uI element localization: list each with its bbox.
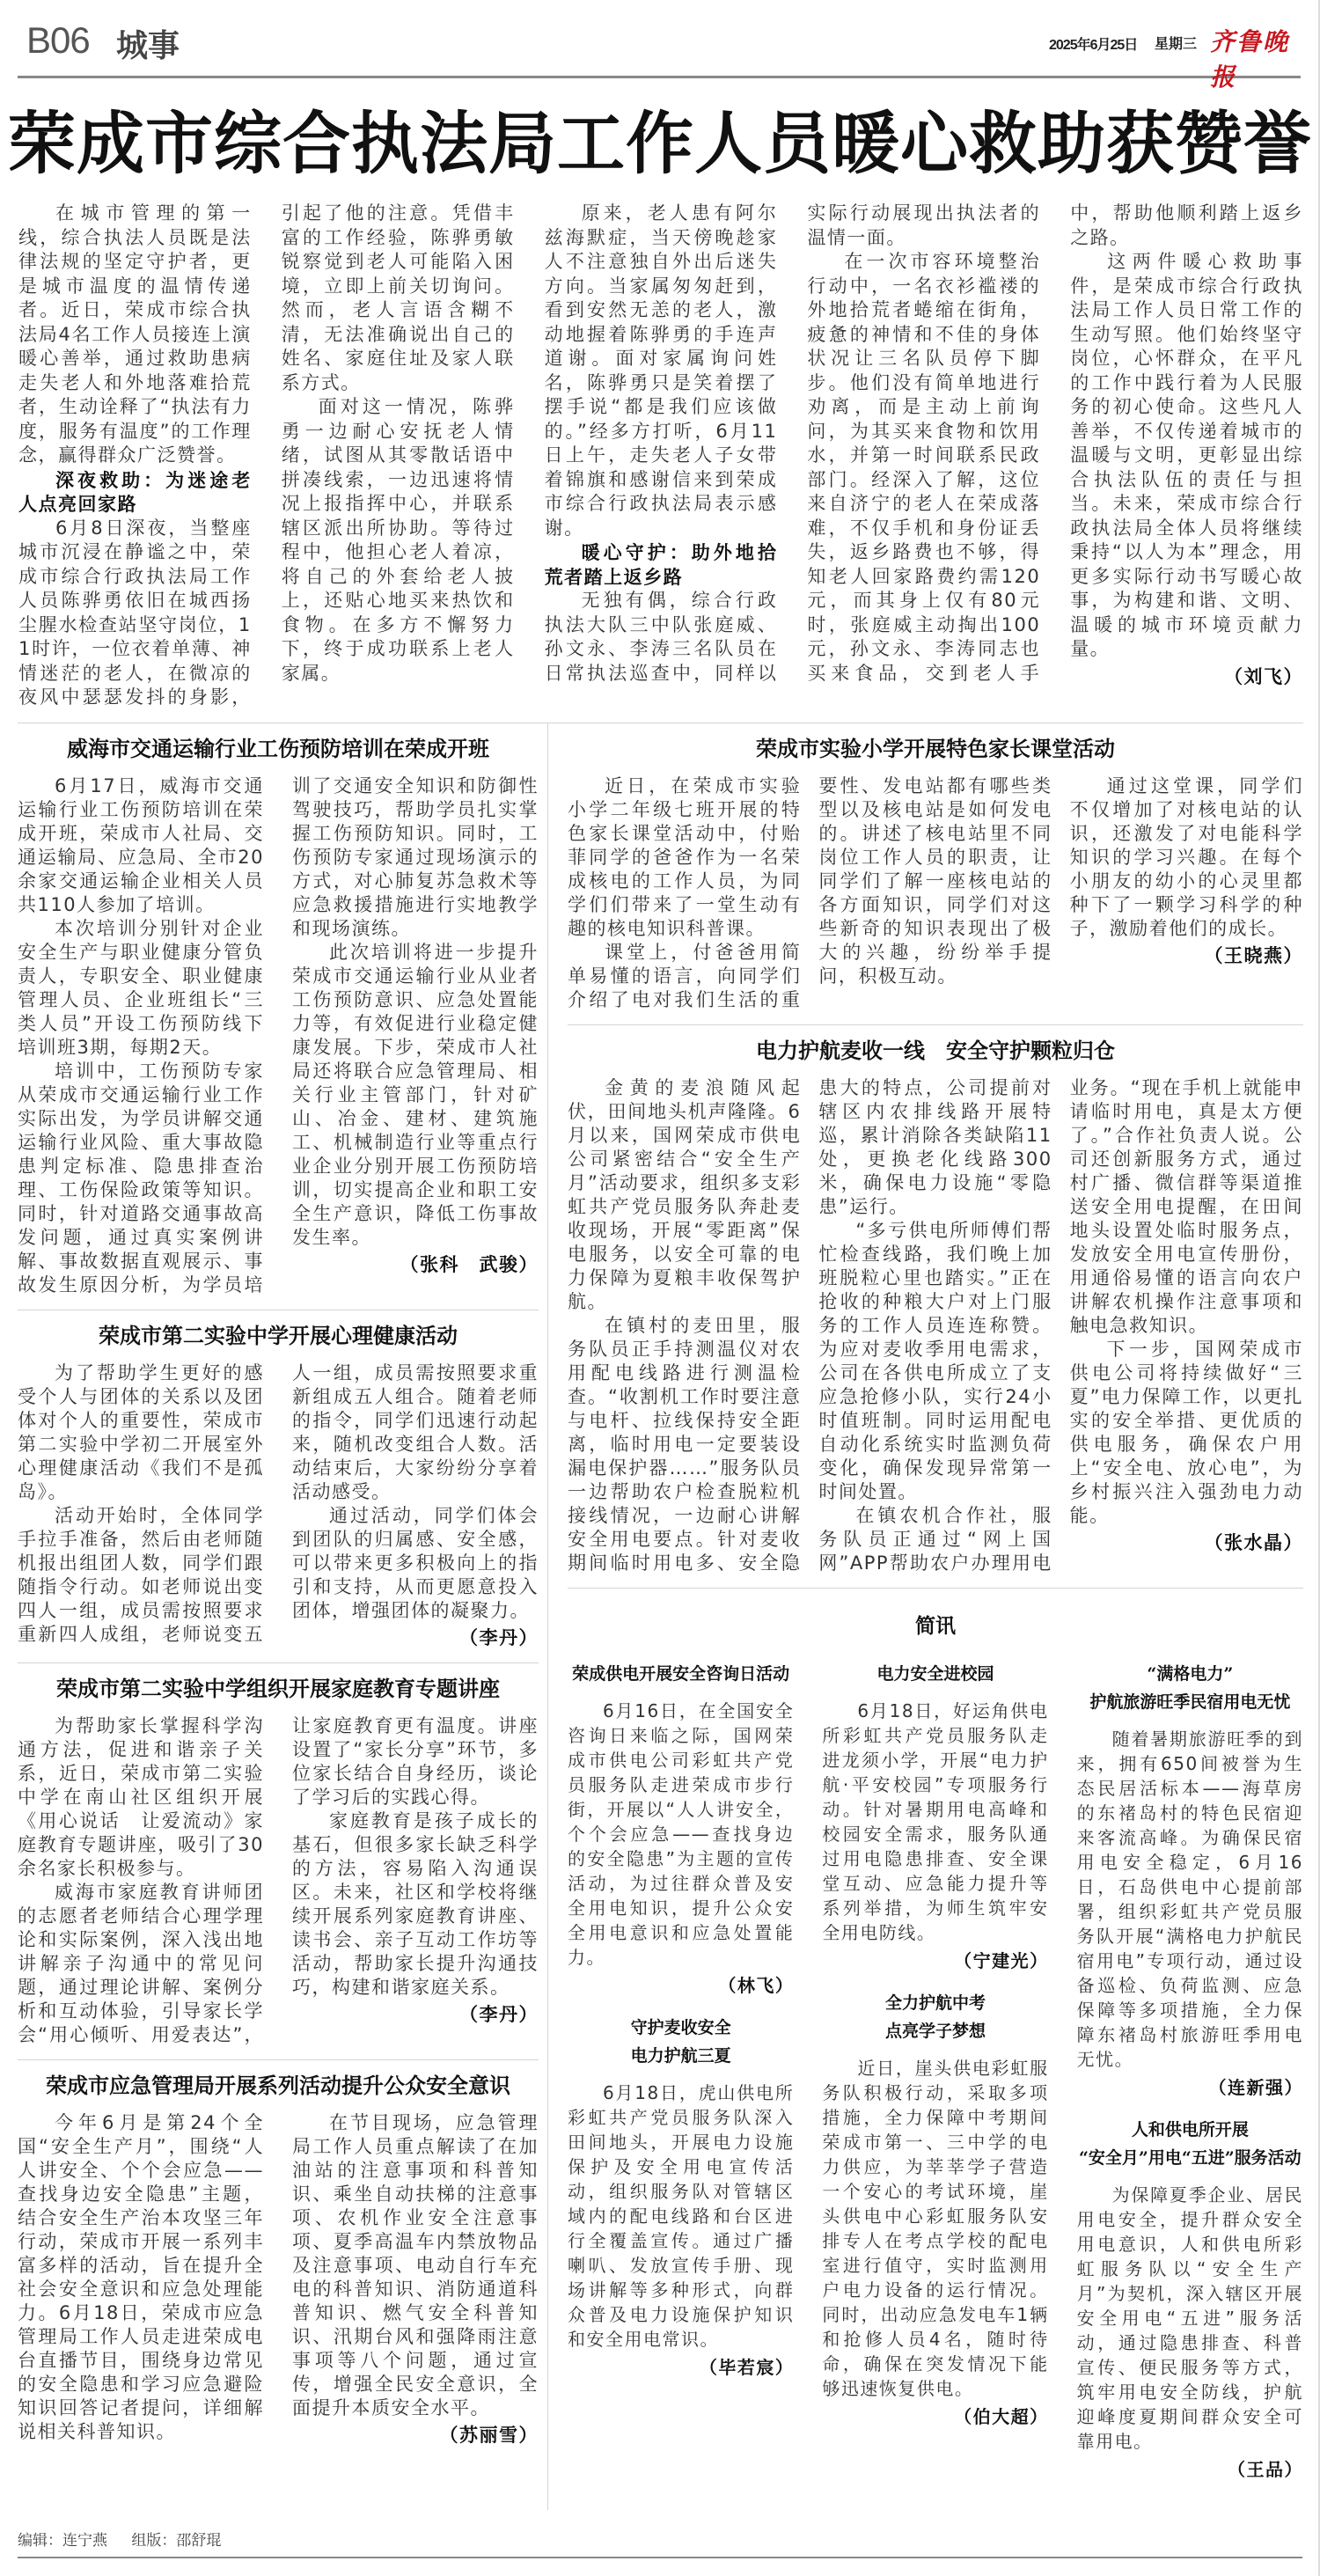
article-body xyxy=(18,1361,539,1650)
paragraph: 面对这一情况，陈骅勇一边耐心安抚老人情绪，试图从其零散话语中拼凑线索，一边迅速将情况上报指挥中心，并联系辖区派出所协助。等待过程中，他担心老人着凉，将自己的外套给老人披上，还贴心地买来热饮和食物。在多方不懈努力下，终于成功联系上老人家属。 xyxy=(281,396,515,684)
main-article-body xyxy=(18,202,1303,710)
byline: （连新强） xyxy=(1208,2076,1303,2098)
lower-section xyxy=(18,723,1303,2510)
article xyxy=(568,723,1303,1025)
brief-kicker: “满格电力” xyxy=(1147,1663,1234,1684)
article-body xyxy=(18,2111,539,2448)
paragraph: 在城市管理的第一线，综合执法人员既是法律法规的坚定守护者，更是城市温度的温情传递者。近日，荣成市综合执法局4名工作人员接连上演暖心善举，通过救助患病走失老人和外地落难拾荒者，生动诠释了“执法有力度，服务有温度”的工作理念，赢得群众广泛赞誉。 xyxy=(18,202,252,466)
paragraph: 6月16日，在全国安全咨询日来临之际，国网荣成市供电公司彩虹共产党员服务队走进荣成市步行街，开展以“人人讲安全，个个会应急——查找身边的安全隐患”为主题的宣传活动，为过往群众普及安全用电知识，提升公众安全用电意识和应急处置能力。 xyxy=(568,1699,795,1968)
masthead xyxy=(18,0,1301,92)
brief-headline: 电力安全进校园 xyxy=(876,1663,994,1684)
paragraph: 这两件暖心救助事件，是荣成市综合行政执法局工作人员日常工作的生动写照。他们始终坚守岗位，心怀群众，在平凡的工作中践行着为人民服务的初心使命。这些凡人善举，不仅传递着城市的温暖与文明，更彰显出综合执法队伍的责任与担当。未来，荣成市综合行政执法局全体人员将继续秉持“以人为本”理念，用更多实际行动书写暖心故事，为构建和谐、文明、温暖的城市环境贡献力量。 xyxy=(1070,251,1303,659)
paragraph: 无独有偶，综合行政执法大队三中队张庭威、孙文永、李涛三名队员在日常执法巡查中，同样以实际行动展现出执法者的温情一面。 xyxy=(544,202,1041,684)
article-headline: 荣成市实验小学开展特色家长课堂活动 xyxy=(756,735,1115,761)
paragraph: 在节目现场，应急管理局工作人员重点解读了在加油站的注意事项和科普知识、乘坐自动扶梯的注意事项、农机作业安全注意事项、夏季高温车内禁放物品及注意事项、电动自行车充电的科普知识、消防通道科普知识、燃气安全科普知识、汛期台风和强降雨注意事项等八个问题，通过宣传，增强全民安全意识，全面提升本质安全水平。 xyxy=(292,2111,539,2418)
byline: （苏丽雪） xyxy=(439,2424,539,2446)
brief-body xyxy=(568,1699,794,1998)
brief-headline: 点亮学子梦想 xyxy=(884,2021,986,2041)
paragraph: 通过这堂课，同学们不仅增加了对核电站的认识，还激发了对电能科学知识的学习兴趣。在每个小朋友的幼小的心灵里都种下了一颗学习科学的种子，激励着他们的成长。 xyxy=(1069,774,1303,939)
paragraph: 金黄的麦浪随风起伏，田间地头机声隆隆。6月以来，国网荣成市供电公司紧密结合“安全生产月”活动要求，组织多支彩虹共产党员服务队奔赴麦收现场，开展“零距离”保电服务，以安全可靠的电力保障为夏粮丰收保驾护航。 xyxy=(568,1076,802,1312)
byline: （宁建光） xyxy=(954,1949,1049,1971)
byline: （王品） xyxy=(1228,2458,1303,2480)
article xyxy=(18,2060,539,2460)
byline: （张水晶） xyxy=(1204,1531,1303,1553)
paragraph: 6月18日，好运角供电所彩虹共产党员服务队走进龙须小学，开展“电力护航·平安校园”专项服务行动。针对暑期用电高峰和校园安全需求，服务队通过用电隐患排查、安全课堂互动、应急能力提升等系列举措，为师生筑牢安全用电防线。 xyxy=(822,1699,1049,1943)
issue-date: 2025年6月25日 xyxy=(1049,38,1138,53)
byline: （李丹） xyxy=(459,1626,539,1648)
article xyxy=(568,1025,1303,1589)
byline: （李丹） xyxy=(459,2003,539,2025)
newspaper-logo: 齐鲁晚报 xyxy=(1210,27,1290,92)
right-column xyxy=(548,723,1303,2510)
paragraph: 此次培训将进一步提升荣成市交通运输行业从业者工伤预防意识、应急处置能力等，有效促进行业稳定健康发展。下步，荣成市人社局还将联合应急管理局、相关行业主管部门，针对矿山、冶金、建材、建筑施工、机械制造行业等重点行业企业分别开展工伤预防培训，切实提高企业和职工安全生产意识，降低工伤事故发生率。 xyxy=(292,941,539,1248)
brief-headline: 电力护航三夏 xyxy=(630,2045,731,2066)
issue-weekday: 星期三 xyxy=(1155,35,1198,52)
byline: （刘飞） xyxy=(1223,665,1303,687)
byline: （伯大超） xyxy=(954,2405,1049,2427)
paragraph: 随着暑期旅游旺季的到来，拥有650间被誉为生态民居活标本——海草房的东褚岛村的特色民宿迎来客流高峰。为确保民宿用电安全稳定，6月16日，石岛供电中心提前部署，组织彩虹共产党员服务队开展“满格电力护航民宿用电”专项行动，通过设备巡检、负荷监测、应急保障等多项措施，全力保障东褚岛村旅游旺季用电无忧。 xyxy=(1076,1728,1303,2070)
byline: （王晓燕） xyxy=(1204,944,1303,966)
paragraph: 为了帮助学生更好的感受个人与团体的关系以及团体对个人的重要性，荣成市第二实验中学初二开展室外心理健康活动《我们不是孤岛》。 xyxy=(18,1361,264,1502)
paragraph: 家庭教育是孩子成长的基石，但很多家长缺乏科学的方法，容易陷入沟通误区。未来，社区和学校将继续开展系列家庭教育讲座、读书会、亲子互动工作坊等活动，帮助家长提升沟通技巧，构建和谐家庭关系。 xyxy=(292,1809,539,1998)
brief-headline: 荣成供电开展安全咨询日活动 xyxy=(572,1663,790,1684)
paragraph: 今年6月是第24个全国“安全生产月”，围绕“人人讲安全、个个会应急——查找身边安全隐患”主题，结合安全生产治本攻坚三年行动，荣成市开展一系列丰富多样的活动，旨在提升全社会安全意识和应急处理能力。6月18日，荣成市应急管理局工作人员走进荣成电台直播节目，围绕身边常见的安全隐患和学习应急避险知识回答记者提问，详细解说相关科普知识。 xyxy=(18,2111,264,2442)
brief-body xyxy=(822,2056,1048,2429)
paragraph: “多亏供电所师傅们帮忙检查线路，我们晚上加班脱粒心里也踏实。”正在抢收的种粮大户对上门服务的工作人员连连称赞。为应对麦收季用电需求，公司在各供电所成立了支应急抢修小队，实行24小时值班制。同时运用配电自动化系统实时监测负荷变化，确保发现异常第一时间处置。 xyxy=(818,1219,1052,1502)
article-body xyxy=(18,774,539,1297)
briefs-section xyxy=(568,1589,1303,2510)
section-name: 城事 xyxy=(116,27,180,64)
paragraph: 活动开始时，全体同学手拉手准备，然后由老师随机报出组团人数，同学们跟随指令行动。如老师说出变四人一组，成员需按照要求重新四人成组，老师说变五人一组，成员需按照要求重新组成五人组合。随着老师的指令，同学们迅速行动起来，随机改变组合人数。活动结束后，大家纷纷分享着活动感受。 xyxy=(18,1361,539,1645)
article xyxy=(18,1663,539,2060)
article xyxy=(18,1310,539,1663)
article-headline: 威海市交通运输行业工伤预防培训在荣成开班 xyxy=(67,735,489,761)
paragraph: 为帮助家长掌握科学沟通方法，促进和谐亲子关系，近日，荣成市第二实验中学在南山社区组织开展《用心说话 让爱流动》家庭教育专题讲座，吸引了30余名家长积极参与。 xyxy=(18,1714,264,1879)
brief-body xyxy=(1077,2183,1303,2482)
footer-credits xyxy=(18,2528,1302,2558)
paragraph: 通过活动，同学们体会到团队的归属感、安全感，可以带来更多积极向上的指引和支持，从而更愿意投入团体，增强团体的凝聚力。 xyxy=(292,1504,539,1621)
paragraph: 在镇村的麦田里，服务队员正手持测温仪对农用配电线路进行测温检查。“收割机工作时要注意与电杆、拉线保持安全距离，临时用电一定要装设漏电保护器……”服务队员一边帮助农户检查脱粒机接线情况，一边耐心讲解安全用电要点。针对麦收期间临时用电多、安全隐患大的特点，公司提前对辖区内农排线路开展特巡，累计消除各类缺陷11处，更换老化线路300米，确保电力设施“零隐患”运行。 xyxy=(568,1076,1052,1574)
article-body xyxy=(18,1714,539,2047)
paragraph: 在一次市容环境整治行动中，一名衣衫褴褛的外地拾荒者蜷缩在街角，疲惫的神情和不佳的身体状况让三名队员停下脚步。他们没有简单地进行劝离，而是主动上前询问，为其买来食物和饮用水，并第一时间联系民政部门。经深入了解，这位来自济宁的老人在荣成落难，不仅手机和身份证丢失，返乡路费也不够，得知老人回家路费约需120元，而其身上仅有80元时，张庭威主动掏出100元，孙文永、李涛同志也买来食品，交到老人手中，帮助他顺利踏上返乡之路。 xyxy=(807,202,1303,684)
article xyxy=(18,723,539,1310)
brief-kicker: 人和供电所开展 xyxy=(1131,2119,1249,2139)
brief-headline: “安全月”用电“五进”服务活动 xyxy=(1078,2147,1302,2168)
brief-headline: 护航旅游旺季民宿用电无忧 xyxy=(1089,1692,1291,1712)
briefs-column xyxy=(568,1660,794,2498)
brief-body xyxy=(1077,1727,1303,2100)
brief-item xyxy=(568,2014,794,2380)
paragraph: 6月8日深夜，当整座城市沉浸在静谧之中，荣成市综合行政执法局工作人员陈骅勇依旧在城西扬尘腥水检查站坚守岗位，11时许，一位衣着单薄、神情迷茫的老人，在微凉的夜风中瑟瑟发抖的身影，引起了他的注意。凭借丰富的工作经验，陈骅勇敏锐察觉到老人可能陷入困境，立即上前关切询问。然而，老人言语含糊不清，无法准确说出自己的姓名、家庭住址及家人联系方式。 xyxy=(18,202,515,708)
brief-kicker: 全力护航中考 xyxy=(884,1993,986,2013)
article-headline: 荣成市第二实验中学组织开展家庭教育专题讲座 xyxy=(56,1675,500,1701)
brief-item xyxy=(822,1660,1048,1973)
article-headline: 荣成市第二实验中学开展心理健康活动 xyxy=(99,1322,458,1348)
article-body xyxy=(568,1076,1303,1575)
brief-body xyxy=(822,1699,1048,1973)
left-column xyxy=(18,723,548,2510)
paragraph: 课堂上，付爸爸用简单易懂的语言，向同学们介绍了电对我们生活的重要性、发电站都有哪些类型以及核电站是如何发电的。讲述了核电站里不同岗位工作人员的职责，让同学们了解一座核电站的各方面知识，同学们对这些新奇的知识表现出了极大的兴趣，纷纷举手提问，积极互动。 xyxy=(568,774,1052,1010)
paragraph: 下一步，国网荣成市供电公司将持续做好“三夏”电力保障工作，以更扎实的安全举措、更优质的供电服务，确保农户用上“安全电、放心电”，为乡村振兴注入强劲电力动能。 xyxy=(1069,1338,1303,1526)
byline: （毕若宸） xyxy=(699,2356,795,2378)
layout-credit: 组版：邵舒琨 xyxy=(131,2531,222,2550)
briefs-column xyxy=(1077,1660,1303,2498)
paragraph: 培训中，工伤预防专家从荣成市交通运输行业工作实际出发，为学员讲解交通运输行业风险、重大事故隐患判定标准、隐患排查治理、工伤保险政策等知识。同时，针对道路交通事故高发问题，通过真实案例讲解、事故数据直观展示、事故发生原因分析，为学员培训了交通安全知识和防御性驾驶技巧，帮助学员扎实掌握工伤预防知识。同时，工伤预防专家通过现场演示的方式，对心肺复苏急救术等应急救援措施进行实地教学和现场演练。 xyxy=(18,774,539,1295)
paragraph: 近日，在荣成市实验小学二年级七班开展的特色家长课堂活动中，付贻菲同学的爸爸作为一名荣成核电的工作人员，为同学们们带来了一堂生动有趣的核电知识科普课。 xyxy=(568,774,802,939)
briefs-section-title: 简讯 xyxy=(915,1613,956,1638)
subheading: 深夜救助：为迷途老人点亮回家路 xyxy=(18,468,252,515)
paragraph: 6月17日，威海市交通运输行业工伤预防培训在荣成开班，荣成市人社局、交通运输局、应急局、全市20余家交通运输企业相关人员共110人参加了培训。 xyxy=(18,774,264,915)
briefs-grid xyxy=(568,1660,1303,2498)
article-headline: 荣成市应急管理局开展系列活动提升公众安全意识 xyxy=(46,2072,510,2098)
brief-item xyxy=(1077,2116,1303,2482)
main-headline: 荣成市综合执法局工作人员暖心救助获赞誉 xyxy=(8,105,1312,184)
brief-kicker: 守护麦收安全 xyxy=(630,2017,731,2037)
page-number: B06 xyxy=(26,19,90,61)
brief-item xyxy=(568,1660,794,1998)
brief-item xyxy=(1077,1660,1303,2100)
briefs-column xyxy=(822,1660,1048,2498)
article-body xyxy=(568,774,1303,1012)
paragraph: 威海市家庭教育讲师团的志愿者老师结合心理学理论和实际案例，深入浅出地讲解亲子沟通中的常见问题，通过理论讲解、案例分析和互动体验，引导家长学会“用心倾听、用爱表达”，让家庭教育更有温度。讲座设置了“家长分享”环节，多位家长结合自身经历，谈论了学习后的实践心得。 xyxy=(18,1714,539,2045)
paragraph: 6月18日，虎山供电所彩虹共产党员服务队深入田间地头，开展电力设施保护及安全用电宣传活动，组织服务队对管辖区域内的配电线路和台区进行全覆盖宣传。通过广播喇叭、发放宣传手册、现场讲解等多种形式，向群众普及电力设施保护知识和安全用电常识。 xyxy=(568,2081,795,2350)
brief-body xyxy=(568,2081,794,2380)
byline: （林飞） xyxy=(718,1974,795,1996)
editor-credit: 编辑：连宁燕 xyxy=(18,2531,107,2550)
paragraph: 在镇农机合作社，服务队员正通过“网上国网”APP帮助农户办理用电业务。“现在手机上就能申请临时用电，真是太方便了。”合作社负责人说。公司还创新服务方式，通过村广播、微信群等渠道推送安全用电提醒，在田间地头设置处临时服务点，发放安全用电宣传册份，用通俗易懂的语言向农户讲解农机操作注意事项和触电急救知识。 xyxy=(818,1076,1303,1574)
article-headline: 电力护航麦收一线 安全守护颗粒归仓 xyxy=(756,1037,1115,1063)
subheading: 暖心守护：助外地拾荒者踏上返乡路 xyxy=(544,541,778,588)
brief-item xyxy=(822,1989,1048,2429)
paragraph: 为保障夏季企业、居民用电安全，提升群众安全用电意识，人和供电所彩虹服务队以“安全生产月”为契机，深入辖区开展安全用电“五进”服务活动，通过隐患排查、科普宣传、便民服务等方式，筑牢用电安全防线，护航迎峰度夏期间群众安全可靠用电。 xyxy=(1076,2183,1303,2452)
footer-spacer xyxy=(0,2558,1318,2576)
paragraph: 原来，老人患有阿尔兹海默症，当天傍晚趁家人不注意独自外出后迷失方向。当家属匆匆赶到，看到安然无恙的老人，激动地握着陈骅勇的手连声道谢。面对家属询问姓名，陈骅勇只是笑着摆了摆手说“都是我们应该做的。”经多方打听，6月11日上午，走失老人子女带着锦旗和感谢信来到荣成市综合行政执法局表示感谢。 xyxy=(544,202,778,539)
byline: （张科 武骏） xyxy=(400,1253,539,1275)
paragraph: 本次培训分别针对企业安全生产与职业健康分管负责人，专职安全、职业健康管理人员、企业班组长“三类人员”开设工伤预防线下培训班3期，每期2天。 xyxy=(18,917,264,1058)
paragraph: 近日，崖头供电彩虹服务队积极行动，采取多项措施，全力保障中考期间荣成市第一、三中学的电力供应，为莘莘学子营造一个安心的考试环境，崖头供电中心彩虹服务队安排专人在考点学校的配电室进行值守，实时监测用户电力设备的运行情况。同时，出动应急发电车1辆和抢修人员4名，随时待命，确保在突发情况下能够迅速恢复供电。 xyxy=(822,2057,1049,2399)
